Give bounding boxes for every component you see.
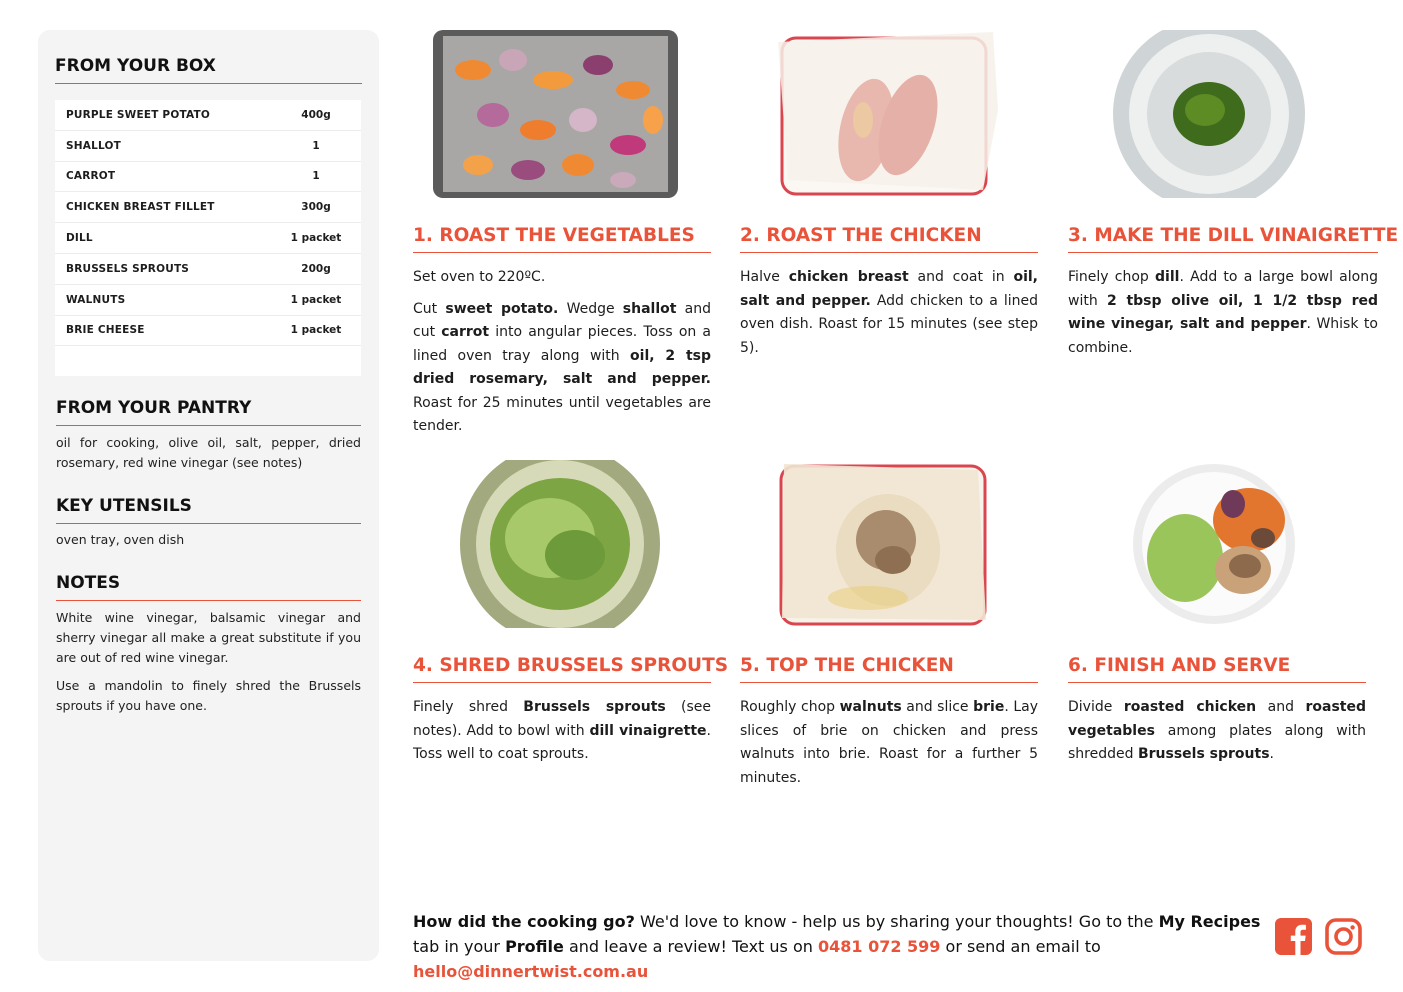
step-text-run: (see notes). Add to bowl with: [413, 699, 711, 739]
step-text-run: Set oven to 220ºC.: [413, 269, 546, 285]
ingredients-table: [55, 100, 361, 376]
step-text-run: Cut: [413, 300, 446, 317]
ingredients-sidebar: [38, 30, 379, 961]
ingredient-qty: 400g: [301, 108, 331, 121]
step-text-run: Roughly chop: [740, 699, 840, 715]
bold-ingredient: shallot: [622, 300, 677, 317]
notes-heading: NOTES: [56, 573, 361, 601]
from-your-box-heading: FROM YOUR BOX: [55, 56, 362, 84]
bold-ingredient: roasted vegetables: [1068, 699, 1366, 739]
step-text-run: among plates along with shredded: [1068, 722, 1366, 762]
footer-text-1: We'd love to know - help us by sharing your thoughts! Go to the: [634, 912, 1159, 931]
instagram-icon[interactable]: [1325, 918, 1362, 955]
step-text-run: Halve: [740, 269, 789, 285]
step-1-title: 1. ROAST THE VEGETABLES: [413, 225, 711, 253]
ingredient-row: [55, 100, 361, 131]
step-paragraph: [413, 266, 711, 290]
ingredient-name: BRIE CHEESE: [66, 324, 145, 337]
step-paragraph: [1068, 696, 1366, 767]
roast-vegetables-photo: [433, 30, 678, 198]
ingredient-qty: 1 packet: [290, 324, 342, 337]
step-paragraph: [1068, 266, 1378, 360]
pantry-text: oil for cooking, olive oil, salt, pepper, dried rosemary, red wine vinegar (see notes): [56, 435, 361, 470]
ingredient-name: WALNUTS: [66, 293, 126, 306]
dill-vinaigrette-photo: [1113, 30, 1306, 198]
bold-ingredient: sweet potato.: [445, 300, 559, 317]
step-text-run: and cut: [413, 300, 711, 340]
step-1-text: [413, 266, 711, 447]
bold-ingredient: 2 tbsp olive oil, 1 1/2 tbsp red wine vinegar, salt and pepper: [1068, 292, 1379, 332]
note-1: White wine vinegar, balsamic vinegar and sherry vinegar all make a great substitute if you are out of red wine vinegar.: [56, 610, 361, 665]
ingredient-row: [55, 285, 361, 316]
step-paragraph: [413, 696, 711, 767]
step-4-text: [413, 696, 711, 775]
ingredient-name: PURPLE SWEET POTATO: [66, 108, 210, 121]
ingredient-qty: 1 packet: [290, 293, 342, 306]
step-text-run: Finely chop: [1068, 269, 1156, 285]
ingredient-name: DILL: [66, 232, 93, 245]
step-text-run: .: [1269, 746, 1274, 762]
bold-ingredient: dill: [1155, 269, 1180, 285]
step-paragraph: [740, 266, 1038, 360]
ingredient-row: [55, 223, 361, 254]
footer-text-4: or send an email to: [940, 937, 1101, 956]
finished-plate-photo: [1133, 460, 1296, 628]
step-text-run: Add chicken to a lined oven dish. Roast for 15 minutes (see step 5).: [740, 292, 1038, 356]
step-text-run: . Add to a large bowl along with: [1068, 269, 1378, 309]
step-text-run: Finely shred: [413, 699, 524, 715]
profile-link[interactable]: Profile: [505, 937, 564, 956]
step-text-run: and: [1256, 699, 1306, 715]
from-your-pantry-heading: FROM YOUR PANTRY: [56, 398, 361, 426]
bold-ingredient: brie: [973, 699, 1005, 715]
step-text-run: into angular pieces. Toss on a lined oven tray along with: [413, 324, 712, 364]
key-utensils-heading: KEY UTENSILS: [56, 496, 361, 524]
ingredient-qty: 1: [312, 139, 320, 152]
note-2: Use a mandolin to finely shred the Brussels sprouts if you have one.: [56, 678, 361, 713]
step-4-title: 4. SHRED BRUSSELS SPROUTS: [413, 655, 711, 683]
step-paragraph: [740, 696, 1038, 790]
ingredient-row: [55, 131, 361, 162]
step-paragraph: [413, 298, 711, 439]
bold-ingredient: roasted chicken: [1123, 699, 1257, 715]
step-text-run: . Whisk to combine.: [1068, 316, 1378, 356]
facebook-icon[interactable]: [1275, 918, 1312, 955]
step-text-run: Wedge: [558, 300, 623, 317]
step-6-title: 6. FINISH AND SERVE: [1068, 655, 1366, 683]
bold-ingredient: walnuts: [839, 699, 902, 715]
step-text-run: and slice: [901, 699, 974, 715]
ingredient-qty: 300g: [301, 201, 331, 214]
step-text-run: . Toss well to coat sprouts.: [413, 722, 711, 762]
bold-ingredient: oil, salt and pepper.: [740, 269, 1038, 309]
ingredient-name: CARROT: [66, 170, 116, 183]
step-3-text: [1068, 266, 1378, 368]
step-3-title: 3. MAKE THE DILL VINAIGRETTE: [1068, 225, 1378, 253]
footer-text-2: tab in your: [413, 937, 506, 956]
roast-chicken-photo: [778, 30, 1000, 198]
step-text-run: Divide: [1068, 699, 1124, 715]
bold-ingredient: chicken breast: [788, 269, 909, 285]
step-6-text: [1068, 696, 1366, 775]
ingredient-row: [55, 316, 361, 347]
ingredient-qty: 1 packet: [290, 232, 342, 245]
step-5-title: 5. TOP THE CHICKEN: [740, 655, 1038, 683]
step-text-run: and coat in: [908, 269, 1014, 285]
ingredient-row: [55, 162, 361, 193]
step-text-run: . Lay slices of brie on chicken and press walnuts into brie. Roast for a further 5 minutes.: [740, 699, 1038, 786]
footer-text-3: and leave a review! Text us on: [563, 937, 818, 956]
step-5-text: [740, 696, 1038, 798]
footer-question: How did the cooking go?: [413, 912, 635, 931]
bold-ingredient: carrot: [441, 324, 490, 340]
step-2-text: [740, 266, 1038, 368]
utensils-text: oven tray, oven dish: [56, 532, 185, 547]
feedback-footer: [413, 909, 1263, 984]
bold-ingredient: Brussels sprouts: [523, 699, 666, 715]
my-recipes-link[interactable]: My Recipes: [1158, 912, 1261, 931]
top-chicken-photo: [778, 460, 990, 628]
ingredient-qty: 1: [312, 170, 320, 183]
phone-number-link[interactable]: 0481 072 599: [817, 937, 941, 956]
step-2-title: 2. ROAST THE CHICKEN: [740, 225, 1038, 253]
ingredient-name: SHALLOT: [66, 139, 121, 152]
shredded-sprouts-photo: [460, 460, 660, 628]
email-link[interactable]: hello@dinnertwist.com.au: [413, 962, 649, 981]
step-text-run: Roast for 25 minutes until vegetables are tender.: [413, 394, 711, 434]
ingredient-qty: 200g: [301, 262, 331, 275]
ingredient-name: CHICKEN BREAST FILLET: [66, 201, 215, 214]
ingredient-row: [55, 192, 361, 223]
bold-ingredient: dill vinaigrette: [589, 722, 707, 739]
ingredient-row: [55, 254, 361, 285]
bold-ingredient: Brussels sprouts: [1137, 746, 1270, 762]
ingredient-name: BRUSSELS SPROUTS: [66, 262, 190, 275]
bold-ingredient: oil, 2 tsp dried rosemary, salt and pepper.: [413, 347, 711, 387]
